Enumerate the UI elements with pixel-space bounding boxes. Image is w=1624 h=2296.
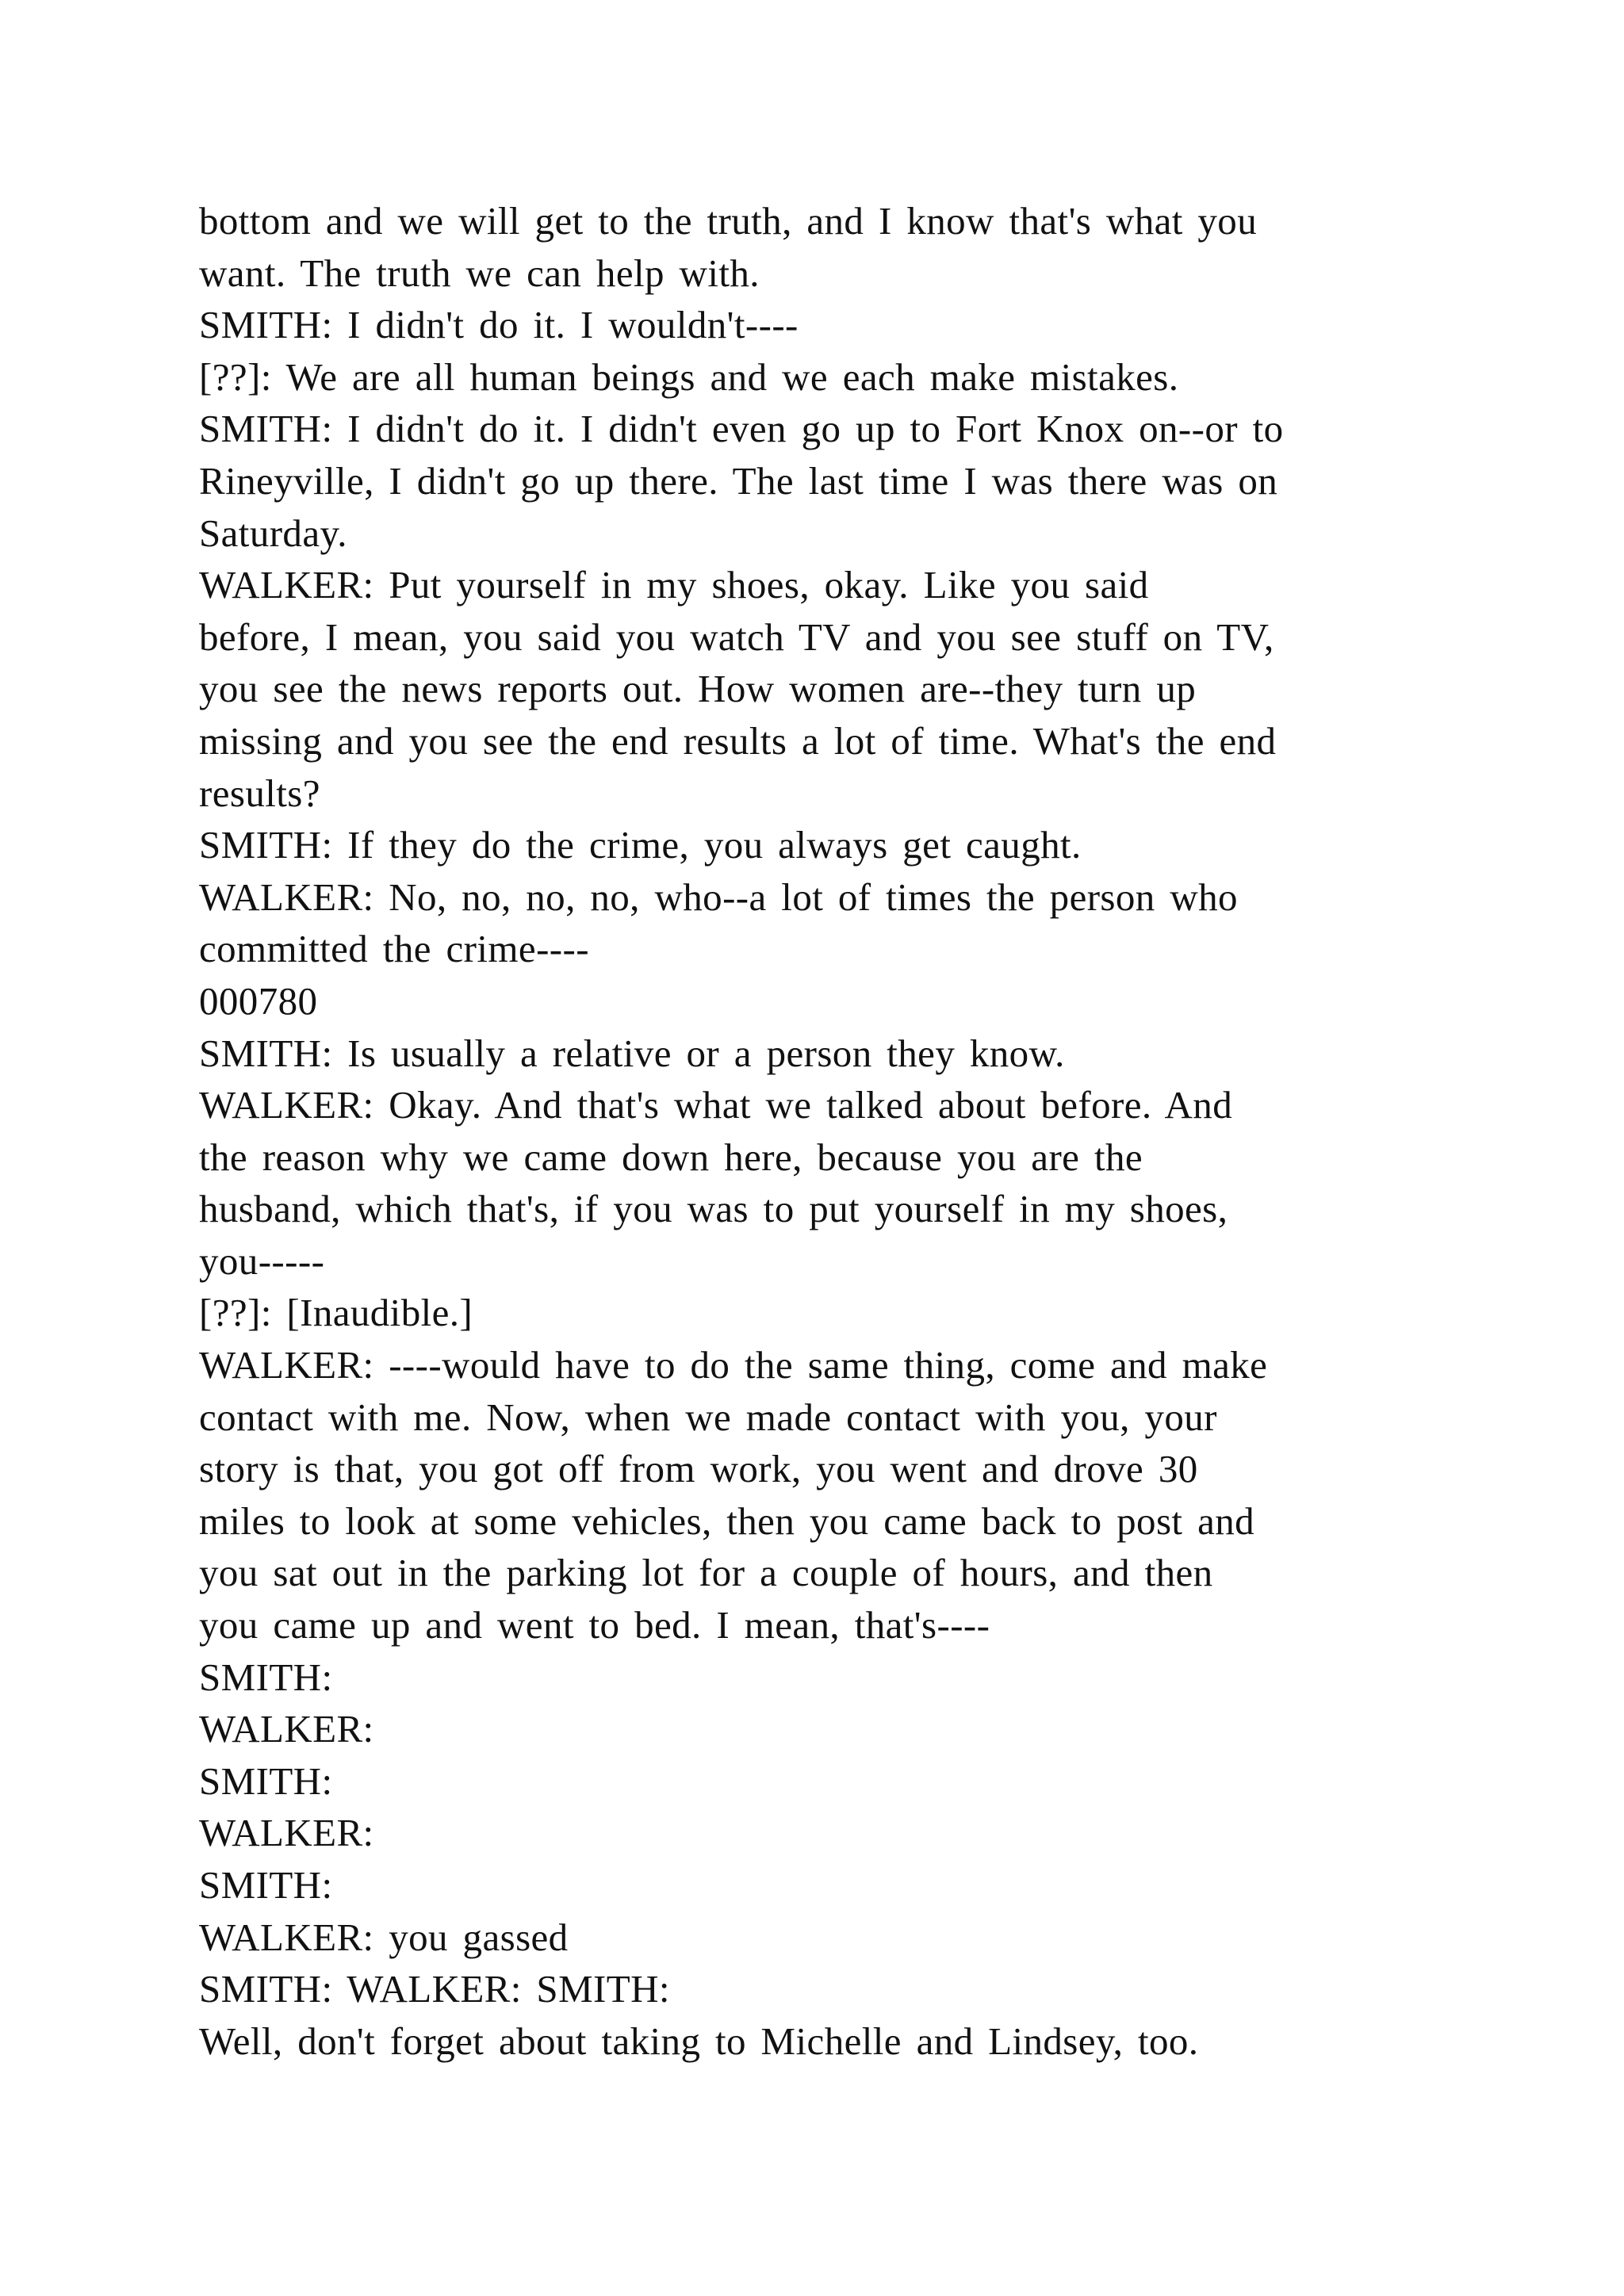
text-line: WALKER: ----would have to do the same thing, come and make	[199, 1343, 1268, 1387]
text-line: WALKER: Put yourself in my shoes, okay. Like you said	[199, 563, 1149, 607]
text-line: committed the crime----	[199, 927, 589, 971]
text-line: Saturday.	[199, 511, 347, 555]
text-line: SMITH:	[199, 1863, 333, 1907]
text-line: SMITH: I didn't do it. I didn't even go up to Fort Knox on--or to	[199, 407, 1284, 451]
text-line: WALKER: No, no, no, no, who--a lot of times the person who	[199, 874, 1238, 919]
text-line: you came up and went to bed. I mean, that's----	[199, 1603, 990, 1647]
text-line: you-----	[199, 1238, 325, 1283]
text-line: SMITH:	[199, 1758, 333, 1803]
text-line: SMITH: Is usually a relative or a person they know.	[199, 1031, 1065, 1075]
text-line: miles to look at some vehicles, then you came back to post and	[199, 1498, 1255, 1543]
text-line: you see the news reports out. How women are--they turn up	[199, 667, 1197, 711]
text-line: the reason why we came down here, because you are the	[199, 1135, 1143, 1179]
text-line: SMITH: I didn't do it. I wouldn't----	[199, 303, 799, 347]
text-line: SMITH: WALKER: SMITH:	[199, 1967, 670, 2011]
text-line: Well, don't forget about taking to Michelle and Lindsey, too.	[199, 2019, 1199, 2063]
text-line: you sat out in the parking lot for a couple of hours, and then	[199, 1551, 1213, 1595]
text-line: before, I mean, you said you watch TV and you see stuff on TV,	[199, 614, 1274, 659]
text-line: contact with me. Now, when we made contact with you, your	[199, 1395, 1217, 1439]
text-line: SMITH: If they do the crime, you always get caught.	[199, 823, 1082, 867]
text-line: husband, which that's, if you was to put yourself in my shoes,	[199, 1187, 1228, 1231]
text-line: [??]: [Inaudible.]	[199, 1291, 473, 1335]
text-line: story is that, you got off from work, you went and drove 30	[199, 1447, 1198, 1491]
page-number: 000780	[199, 978, 318, 1023]
text-line: WALKER: you gassed	[199, 1915, 569, 1959]
text-line: WALKER: Okay. And that's what we talked about before. And	[199, 1083, 1233, 1127]
text-line: Rineyville, I didn't go up there. The last time I was there was on	[199, 458, 1278, 503]
text-line: SMITH:	[199, 1655, 333, 1699]
text-line: WALKER:	[199, 1707, 374, 1751]
text-line: want. The truth we can help with.	[199, 251, 760, 295]
text-line: missing and you see the end results a lot of time. What's the end	[199, 718, 1277, 763]
text-line: results?	[199, 771, 320, 815]
transcript-text	[199, 195, 1436, 2067]
text-line: bottom and we will get to the truth, and I know that's what you	[199, 199, 1258, 243]
text-line: WALKER:	[199, 1811, 374, 1855]
text-line: [??]: We are all human beings and we each make mistakes.	[199, 354, 1179, 399]
